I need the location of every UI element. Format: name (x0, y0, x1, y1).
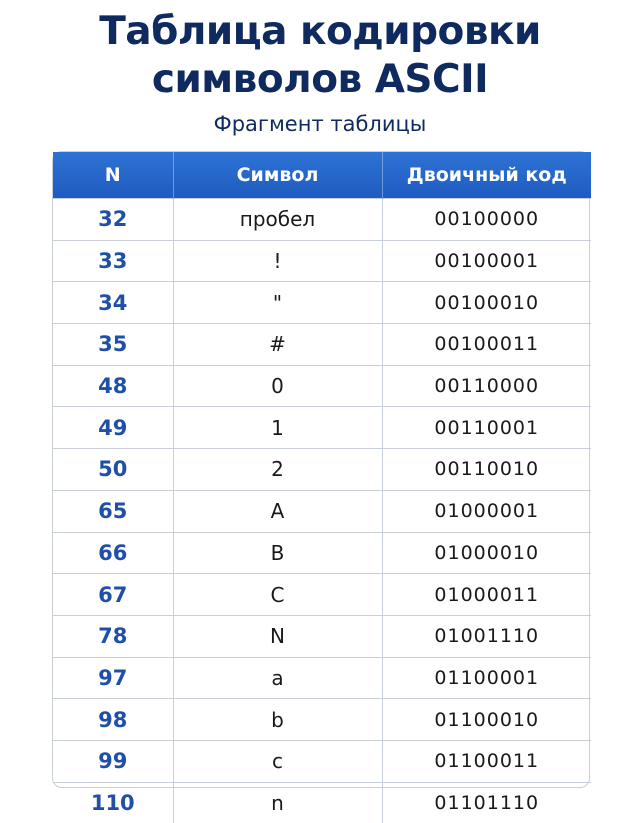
cell-symbol: " (173, 282, 382, 324)
page-subtitle: Фрагмент таблицы (0, 110, 640, 138)
cell-symbol: # (173, 324, 382, 366)
table-row (53, 490, 591, 532)
table-row (53, 282, 591, 324)
page-title (0, 8, 640, 104)
cell-n: 97 (53, 657, 173, 699)
cell-n: 78 (53, 615, 173, 657)
cell-symbol: пробел (173, 199, 382, 241)
table-row (53, 740, 591, 782)
table-row (53, 657, 591, 699)
cell-binary: 01001110 (382, 615, 591, 657)
cell-symbol: 0 (173, 365, 382, 407)
cell-symbol: 2 (173, 449, 382, 491)
cell-binary: 01101110 (382, 782, 591, 823)
column-header-symbol: Символ (173, 152, 382, 199)
cell-binary: 01000010 (382, 532, 591, 574)
table-row (53, 699, 591, 741)
cell-n: 110 (53, 782, 173, 823)
cell-symbol: b (173, 699, 382, 741)
cell-n: 48 (53, 365, 173, 407)
page-title-line-1: Таблица кодировки (0, 8, 640, 56)
cell-binary: 01100011 (382, 740, 591, 782)
cell-n: 49 (53, 407, 173, 449)
cell-symbol: ! (173, 240, 382, 282)
table-row (53, 240, 591, 282)
cell-binary: 00100001 (382, 240, 591, 282)
cell-n: 98 (53, 699, 173, 741)
ascii-table (53, 152, 591, 823)
cell-n: 33 (53, 240, 173, 282)
cell-binary: 01100010 (382, 699, 591, 741)
cell-binary: 00110001 (382, 407, 591, 449)
cell-n: 67 (53, 574, 173, 616)
cell-symbol: B (173, 532, 382, 574)
cell-binary: 00110010 (382, 449, 591, 491)
cell-binary: 00100011 (382, 324, 591, 366)
table-row (53, 782, 591, 823)
cell-symbol: c (173, 740, 382, 782)
cell-symbol: a (173, 657, 382, 699)
cell-n: 66 (53, 532, 173, 574)
table-row (53, 532, 591, 574)
table-row (53, 365, 591, 407)
table-row (53, 407, 591, 449)
cell-symbol: n (173, 782, 382, 823)
cell-binary: 00100010 (382, 282, 591, 324)
ascii-table-container (52, 151, 590, 788)
cell-binary: 00110000 (382, 365, 591, 407)
table-row (53, 449, 591, 491)
cell-binary: 01000011 (382, 574, 591, 616)
table-header-row (53, 152, 591, 199)
table-row (53, 324, 591, 366)
cell-n: 32 (53, 199, 173, 241)
table-body (53, 199, 591, 823)
table-row (53, 574, 591, 616)
table-row (53, 199, 591, 241)
column-header-n: N (53, 152, 173, 199)
cell-symbol: C (173, 574, 382, 616)
cell-n: 50 (53, 449, 173, 491)
table-header (53, 152, 591, 199)
cell-binary: 01000001 (382, 490, 591, 532)
cell-binary: 00100000 (382, 199, 591, 241)
cell-symbol: N (173, 615, 382, 657)
cell-n: 34 (53, 282, 173, 324)
cell-binary: 01100001 (382, 657, 591, 699)
cell-n: 65 (53, 490, 173, 532)
table-row (53, 615, 591, 657)
cell-n: 99 (53, 740, 173, 782)
column-header-binary: Двоичный код (382, 152, 591, 199)
page-title-line-2: символов ASCII (0, 56, 640, 104)
cell-symbol: A (173, 490, 382, 532)
cell-symbol: 1 (173, 407, 382, 449)
cell-n: 35 (53, 324, 173, 366)
